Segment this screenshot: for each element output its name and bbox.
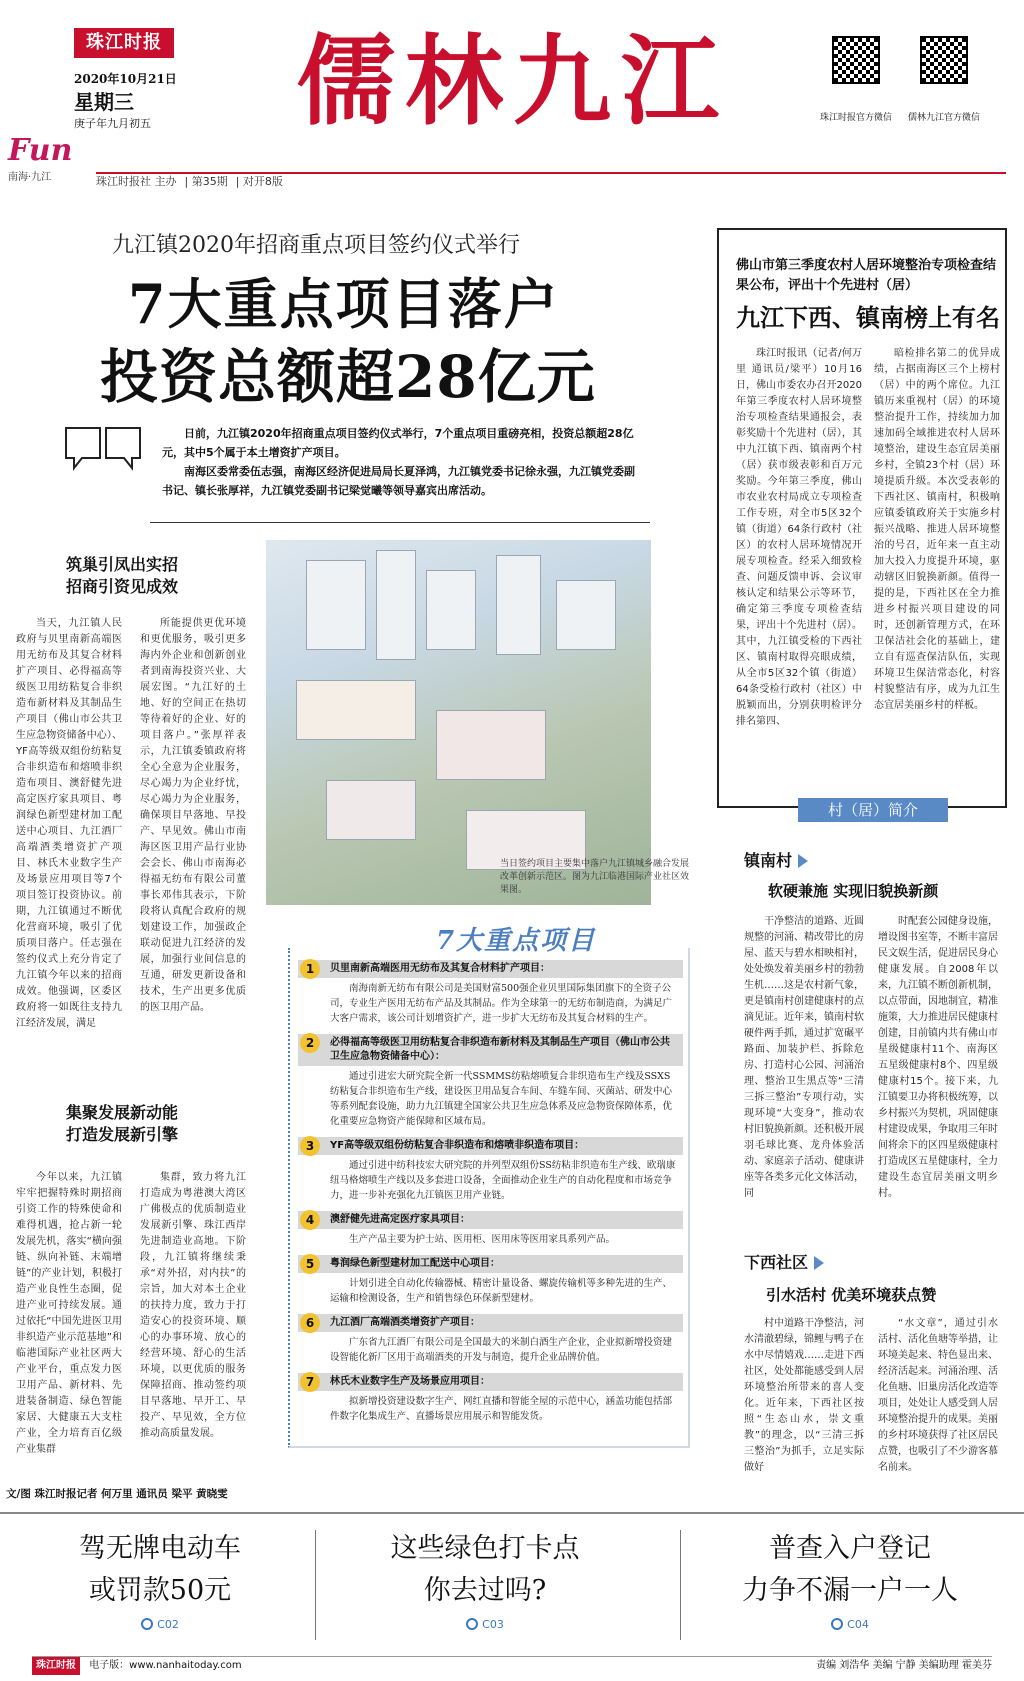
project-number: 7 [300, 1372, 320, 1392]
page-footer [32, 1656, 992, 1676]
issue-publisher: 珠江时报社 主办 [96, 175, 177, 188]
section2-left-text: 今年以来，九江镇牢牢把握特殊时期招商引资工作的特殊使命和难得机遇，抢占新一轮发展先机，落实“横向强链、纵向补链、末端增链”的产业计划，积极打造产业良性生态圈，促进产业可持续发展。通过依托“中国先进医卫用非织造产业示范基地”和临港国际产业社区两大产业平台，重点发力医卫用产品、新材料、先进装备制造、绿色智能家居、大健康五大支柱产业，全力培育百亿级产业集群 [16, 1172, 122, 1455]
sidebar-column-1 [736, 346, 862, 786]
sidebar-column-2 [874, 346, 1000, 786]
issue-info-bar: 珠江时报社 主办 | 第35期 | 对开8版 [96, 172, 1006, 190]
section2-title [66, 1102, 226, 1146]
teaser-line1: 驾无牌电动车 [79, 1533, 241, 1564]
project-heading: 贝里南新高端医用无纺布及其复合材料扩产项目： [298, 960, 683, 978]
newspaper-brand-logo: 珠江时报 [74, 28, 174, 58]
edition-title: 儒林九江 [296, 24, 729, 139]
project-number: 5 [300, 1254, 320, 1274]
village2-text-2: “水文章”，通过引水活村、活化鱼塘等举措，让环境美起来、特色显出来、经济活起来。河涌治理、活化鱼塘、旧巢房活化改造等项目，处处让人感受到人居环境整治提升的成果。美丽的乡村环境获得了社区居民点赞，也吸引了不少游客慕名前来。 [878, 1318, 998, 1473]
village2-text-1: 村中道路干净整洁，河水清澈碧绿，锦鲤与鸭子在水中尽情嬉戏……走进下西社区，处处都能感受到人居环境整治所带来的喜人变化。近年来，下西社区按照“生态山水，崇文重教”的理念，以“三清三拆三整治”为抓手，立足实际做好 [744, 1318, 864, 1473]
speech-bubble-icon [62, 424, 146, 480]
section1-right-text: 所能提供更优环境和更优服务，吸引更多海内外企业和创新创业者到南海投资兴业、大展宏图。“九江好的土地、好的空间正在热切等待着好的企业、好的项目落户。”张厚祥表示，九江镇委镇政府将全心全意为企业服务，尽心竭力为企业纾忧，尽心竭力为企业服务，确保项目早落地、早投产、早见效。佛山市南海区医卫用产品行业协会会长、佛山市南海必得福无纺布有限公司董事长邓伟其表示，下阶段将认真配合政府的规划建设工作，加强政企联动促进九江经济的发展，加强行业间信息的互通，研发更新设备和技术，生产出更多优质的医卫用产品。 [140, 618, 246, 1013]
village-brief-banner: 村（居）简介 [798, 798, 948, 822]
village2-subtitle: 引水活村 优美环境获点赞 [766, 1286, 937, 1304]
project-heading: 澳舒健先进高定医疗家具项目： [298, 1211, 683, 1229]
footer-editors: 责编 刘浩华 美编 宁静 美编助理 霍美芬 [816, 1660, 992, 1671]
project-heading: 九江酒厂高端酒类增资扩产项目： [298, 1314, 683, 1332]
sidebar-headline: 九江下西、镇南榜上有名 [736, 303, 1000, 332]
village2-column-1 [744, 1316, 864, 1486]
project-number: 1 [300, 959, 320, 979]
teaser-page-number: C03 [482, 1618, 504, 1631]
village1-column-2 [878, 914, 998, 1234]
lead-paragraph [162, 424, 642, 500]
qr-code-icon [920, 36, 968, 84]
issue-weekday: 星期三 [74, 90, 134, 114]
teaser-link-c02[interactable] [10, 1528, 310, 1634]
village1-text-1: 干净整洁的道路、近圆规整的河涌、精改带比的房屋、蓝天与碧水相映相衬，处处焕发着美丽乡村的勃勃生机……这是农村新气象，更是镇南村创建健康村的点滴见证。近年来，镇南村软硬件两手抓，通过扩宽碾平路面、加装护栏、拆除危房、打造村心公园、河涌治理、整治卫生黑点等“三清三拆三整治”专项行动，实现环境“大变身”，推动农村旧貌换新颜。还积极开展羽毛球比赛、龙舟体验活动、家庭亲子活动、健康讲座等各类多元化文体活动，同 [744, 916, 864, 1199]
fun-logo-text: Fun [8, 133, 73, 168]
section1-title-line2: 招商引资见成效 [66, 577, 179, 596]
sidebar-text-1: 珠江时报讯（记者/何万里 通讯员/梁平）10月16日，佛山市委农办召开2020年第三季度农村人居环境整治专项检查结果通报会，表彰奖励十个先进村（居），其中九江镇下西、镇南两个村（居）获市级表彰和百万元奖励。今年第三季度，佛山市农业农村局成立专项检查工作专班，对全市5区32个镇（街道）64条行政村（社区）的农村人居环境情况开展专项检查。经采入细致检查、问题反馈申诉、会议审核认定和结果公示等环节，确定第三季度专项检查结果，评出十个先进村（居）。其中，九江镇受检的下西社区、镇南村取得亮眼成绩，从全市5区32个镇（街道）64条受检行政村（社区）中脱颖而出，分别获明检评分排名第四、 [736, 348, 862, 727]
section1-left-column [16, 616, 122, 1056]
section1-title-line1: 筑巢引凤出实招 [66, 555, 179, 574]
section2-right-text: 集群，致力将九江打造成为粤港澳大湾区广佛极点的优质制造业发展新引擎、珠江西岸先进制造业高地。下阶段，九江镇将继续秉承“对外招，对内扶”的宗旨，加大对本土企业的扶持力度，致力于打造安心的投资环境、顺心的办事环境、放心的经营环境、舒心的生活环境，以更优质的服务保障招商、推动签约项目早落地、早开工、早投产、早见效，全方位推动高质量发展。 [140, 1172, 246, 1439]
teaser-page-number: C04 [847, 1618, 869, 1631]
article-credit: 文/图 珠江时报记者 何万里 通讯员 梁平 黄晓雯 [6, 1488, 228, 1500]
page-ref-icon [831, 1618, 843, 1630]
teaser-separator [680, 1530, 681, 1640]
bottom-divider [0, 1512, 1024, 1514]
issue-pages: 对开8版 [242, 175, 283, 188]
project-item [298, 1034, 683, 1131]
headline-kicker: 九江镇2020年招商重点项目签约仪式举行 [112, 233, 520, 258]
projects-list [298, 960, 683, 1432]
project-item [298, 1137, 683, 1205]
section2-title-line2: 打造发展新引擎 [66, 1125, 179, 1144]
fun-nanhai-logo [8, 134, 96, 194]
village1-column-1 [744, 914, 864, 1234]
section2-right-column [140, 1170, 246, 1470]
sidebar-text-2: 暗检排名第二的优异成绩，占据南海区三个上榜村（居）中的两个席位。九江镇历来重视村（居）的环境整治提升工作，持续加力加速加码全域推进农村人居环境整治，建设生态宜居美丽乡村，全镇23个村（居）环境提质升级。本次受表彰的下西社区、镇南村，积极响应镇委镇政府关于实施乡村振兴战略、推进人居环境整治的号召，近年来一直主动加大投入力度提升环境，驱动辖区旧貌换新颜。值得一提的是，下西社区在全力推进乡村振兴项目建设的同时，还创新管理方式，在环卫保洁社会化的基础上，建立自有巡查保洁队伍，实现环境卫生保洁常态化，村容村貌整洁有序，成为九江生态宜居美丽乡村的样板。 [874, 348, 1000, 711]
teaser-line2: 力争不漏一户一人 [742, 1575, 958, 1606]
project-number: 6 [300, 1313, 320, 1333]
teaser-page [335, 1616, 635, 1634]
teaser-line1: 普查入户登记 [769, 1533, 931, 1564]
qr2-caption: 儒林九江官方微信 [907, 113, 980, 123]
teaser-page-number: C02 [157, 1618, 179, 1631]
section2-title-line1: 集聚发展新动能 [66, 1103, 179, 1122]
teaser-link-c04[interactable] [690, 1528, 1010, 1634]
project-item [298, 1255, 683, 1308]
project-heading: 林氏木业数字生产及场景应用项目： [298, 1373, 683, 1391]
projects-title: 7大重点项目 [436, 926, 597, 956]
page-ref-icon [141, 1618, 153, 1630]
project-item [298, 1211, 683, 1249]
section1-left-text: 当天，九江镇人民政府与贝里南新高端医用无纺布及其复合材料扩产项目、必得福高等级医卫用纺粘复合非织造布新材料及其制品生产项目（佛山市公共卫生应急物资储备中心）、YF高等级双组份纺粘复合非织造布和熔喷非织造布项目、澳舒健先进高定医疗家具项目、粤润绿色新型建材加工配送中心项目、九江酒厂高端酒类增资扩产项目、林氏木业数字生产及场景应用项目等7个项目签订投资协议。前期，九江镇通过不断优化营商环境，吸引了优质项目落户。任志强在签约仪式上充分肯定了九江镇今年以来的招商成效。他强调，区委区政府将一如既往支持九江经济发展，满足 [16, 618, 122, 1029]
village2-name [744, 1250, 824, 1273]
footer-site-link[interactable]: 电子版：www.nanhaitoday.com [89, 1660, 242, 1671]
headline-main-2: 投资总额超28亿元 [100, 343, 596, 411]
project-item [298, 1373, 683, 1426]
qr1-caption: 珠江时报官方微信 [819, 113, 892, 123]
village2-column-2 [878, 1316, 998, 1486]
teaser-separator [315, 1530, 316, 1640]
project-desc: 生产产品主要为护士站、医用柜、医用床等医用家具系列产品。 [349, 1234, 616, 1245]
triangle-right-icon [798, 854, 808, 868]
village1-text-2: 时配套公园健身设施，增设图书室等，不断丰富居民文娱生活，促进居民身心健康发展。自2008年以来，九江镇不断创新机制，以点带面，因地制宜，精准施策，大力推进居民健康村创建，目前镇内共有佛山市星级健康村11个、南海区五星级健康村8个、四星级健康村15个。接下来，九江镇要卫办将积极统筹，以乡村振兴为契机，巩固健康村建设成果，争取用三年时间将余下的区四星级健康村打造成区五星健康村，全力建设生态宜居美丽文明乡村。 [878, 916, 998, 1199]
project-desc: 南海南新无纺布有限公司是美国财富500强企业贝里国际集团旗下的全资子公司，专业生产医用无纺布产品及其制品。作为全球第一的无纺布制造商，为满足广大客户需求，该公司计划增资扩产，进一步扩大无纺布及其复合材料的生产。 [330, 983, 673, 1024]
village2-name-text: 下西社区 [744, 1253, 809, 1272]
industrial-park-rendering [266, 540, 651, 905]
project-item [298, 960, 683, 1028]
project-heading: 必得福高等级医卫用纺粘复合非织造布新材料及其制品生产项目（佛山市公共卫生应急物资储备中心）： [298, 1034, 683, 1066]
village1-name-text: 镇南村 [744, 851, 793, 870]
rendering-caption: 当日签约项目主要集中落户九江镇城乡融合发展改革创新示范区。图为九江临港国际产业社区效果图。 [500, 859, 690, 895]
teaser-line1: 这些绿色打卡点 [390, 1533, 580, 1564]
lunar-date: 庚子年九月初五 [74, 117, 151, 130]
teaser-link-c03[interactable] [335, 1528, 635, 1634]
project-number: 2 [300, 1033, 320, 1053]
section2-left-column [16, 1170, 122, 1470]
section1-right-column [140, 616, 246, 1056]
lead-paragraph-2: 南海区委常委伍志强，南海区经济促进局局长夏泽鸿，九江镇党委书记徐永强，九江镇党委副书记、镇长张厚祥，九江镇党委副书记梁觉曦等领导嘉宾出席活动。 [162, 465, 635, 497]
project-desc: 广东省九江酒厂有限公司是全国最大的米制白酒生产企业，企业拟新增投资建设智能化新厂区用于高端酒类的开发与制造，提升企业品牌价值。 [330, 1337, 673, 1363]
section1-title [66, 554, 216, 598]
page-ref-icon [466, 1618, 478, 1630]
project-number: 4 [300, 1210, 320, 1230]
project-desc: 拟新增投资建设数字生产、网红直播和智能全屋的示范中心，涵盖功能包括部件数字化集成生产、直播场景应用展示和智能发货。 [330, 1396, 673, 1422]
footer-brand: 珠江时报 [32, 1657, 80, 1675]
teaser-page [10, 1616, 310, 1634]
teaser-page [690, 1616, 1010, 1634]
teaser-line2: 或罚款50元 [88, 1575, 232, 1606]
qr-code-icon [832, 36, 880, 84]
project-heading: YF高等级双组份纺粘复合非织造布和熔喷非织造布项目： [298, 1137, 683, 1155]
lead-paragraph-1: 日前，九江镇2020年招商重点项目签约仪式举行，7个重点项目重磅亮相，投资总额超28亿元，其中5个属于本土增资扩产项目。 [162, 427, 634, 459]
lead-divider [150, 505, 650, 523]
fun-logo-sub: 南海·九江 [8, 172, 52, 183]
headline-main-1: 7大重点项目落户 [128, 272, 560, 336]
issue-number: 第35期 [191, 175, 228, 188]
project-number: 3 [300, 1136, 320, 1156]
teaser-line2: 你去过吗? [423, 1575, 547, 1606]
project-heading: 粤润绿色新型建材加工配送中心项目： [298, 1255, 683, 1273]
project-desc: 计划引进全自动化传输器械、精密计量设备、螺旋传输机等多种先进的生产、运输和检测设备，生产和销售绿色环保新型建材。 [330, 1278, 673, 1304]
triangle-right-icon [814, 1256, 824, 1270]
issue-date: 2020年10月21日 [74, 72, 177, 86]
sidebar-kicker: 佛山市第三季度农村人居环境整治专项检查结果公布，评出十个先进村（居） [736, 258, 997, 293]
project-desc: 通过引进宏大研究院全新一代SSMMS纺粘熔喷复合非织造布生产线及SSXS纺粘复合非织造布生产线，建设医卫用品复合车间、车缝车间、灭菌站、研发中心等系列配套设施，助力九江镇建全国家公共卫生应急体系及应急物资保障体系，优化重要应急物资产能保障和区域布局。 [330, 1071, 673, 1127]
village1-subtitle: 软硬兼施 实现旧貌换新颜 [768, 882, 939, 900]
project-item [298, 1314, 683, 1367]
village1-name [744, 848, 808, 871]
project-desc: 通过引进中纺科技宏大研究院的并列型双组份SS纺粘非织造布生产线、欧瑞康纽马格熔喷生产线以及多套进口设备，全面推动企业生产的自动化程度和市场竞争力，进一步补充强化九江镇医卫用产业链。 [330, 1160, 676, 1201]
